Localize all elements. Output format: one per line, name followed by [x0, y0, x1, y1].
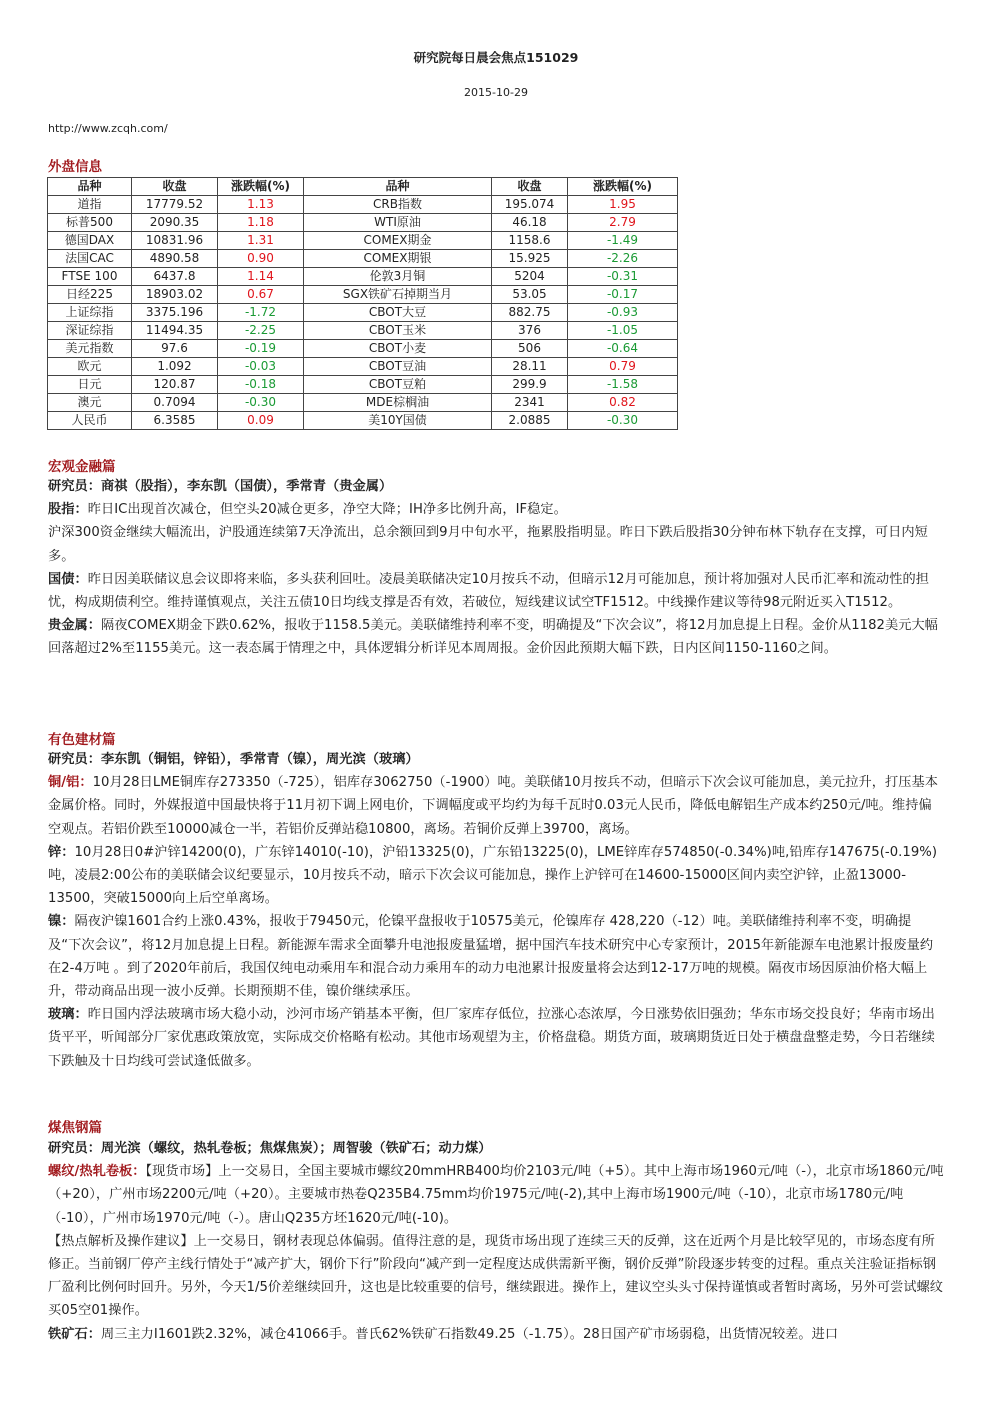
table-row	[48, 250, 678, 268]
table-cell: 伦敦3月铜	[304, 268, 492, 286]
table-cell: -1.58	[568, 376, 678, 394]
column-header: 涨跌幅(%)	[218, 178, 304, 196]
section-heading-macro: 宏观金融篇	[48, 459, 116, 475]
table-row	[48, 394, 678, 412]
table-cell: -0.19	[218, 340, 304, 358]
table-cell: 18903.02	[132, 286, 218, 304]
table-cell: 195.074	[492, 196, 568, 214]
paragraph	[48, 498, 944, 521]
table-row	[48, 268, 678, 286]
table-row	[48, 286, 678, 304]
table-cell: 15.925	[492, 250, 568, 268]
table-cell: 1.95	[568, 196, 678, 214]
paragraph-text: 昨日IC出现首次减仓，但空头20减仓更多，净空大降；IH净多比例升高，IF稳定。	[87, 502, 567, 518]
paragraph	[48, 910, 944, 1003]
table-cell: 2.79	[568, 214, 678, 232]
section-heading-foreign: 外盘信息	[48, 159, 102, 175]
table-cell: 0.7094	[132, 394, 218, 412]
table-cell: -0.18	[218, 376, 304, 394]
table-row	[48, 196, 678, 214]
table-cell: 0.79	[568, 358, 678, 376]
market-table	[47, 177, 678, 430]
column-header: 收盘	[132, 178, 218, 196]
table-cell: SGX铁矿石掉期当月	[304, 286, 492, 304]
researchers-line: 研究员：商祺（股指），李东凯（国债），季常青（贵金属）	[48, 479, 393, 494]
table-cell: 376	[492, 322, 568, 340]
table-cell: 120.87	[132, 376, 218, 394]
paragraph	[48, 1003, 944, 1073]
table-cell: COMEX期金	[304, 232, 492, 250]
table-cell: 53.05	[492, 286, 568, 304]
table-cell: CBOT小麦	[304, 340, 492, 358]
table-body	[48, 196, 678, 430]
table-row	[48, 358, 678, 376]
table-cell: 5204	[492, 268, 568, 286]
column-header: 涨跌幅(%)	[568, 178, 678, 196]
paragraph	[48, 771, 944, 841]
table-cell: 标普500	[48, 214, 132, 232]
paragraph	[48, 841, 944, 911]
section-heading-coal: 煤焦钢篇	[48, 1120, 102, 1136]
table-cell: 欧元	[48, 358, 132, 376]
table-cell: 97.6	[132, 340, 218, 358]
table-cell: 0.90	[218, 250, 304, 268]
paragraph: 【热点解析及操作建议】上一交易日，钢材表现总体偏弱。值得注意的是，现货市场出现了连续三天的反弹，这在近两个月是比较罕见的，市场态度有所修正。当前钢厂停产主线行情处于“减产扩大，钢价下行”阶段向“减产到一定程度达成供需新平衡，钢价反弹”阶段逐步转变的过程。重点关注验证指标钢厂盈利比例何时回升。另外，今天1/5价差继续回升，这也是比较重要的信号，继续跟进。操作上，建议空头头寸保持谨慎或者暂时离场，另外可尝试螺纹买05空01操作。	[48, 1233, 944, 1319]
table-cell: -0.03	[218, 358, 304, 376]
table-cell: -1.05	[568, 322, 678, 340]
table-cell: 深证综指	[48, 322, 132, 340]
table-cell: 1.092	[132, 358, 218, 376]
paragraph	[48, 614, 944, 660]
table-cell: 10831.96	[132, 232, 218, 250]
column-header: 收盘	[492, 178, 568, 196]
paragraph-label: 国债：	[48, 571, 88, 587]
table-cell: 美10Y国债	[304, 412, 492, 430]
table-cell: -2.26	[568, 250, 678, 268]
table-cell: 0.67	[218, 286, 304, 304]
table-cell: 17779.52	[132, 196, 218, 214]
paragraph	[48, 568, 944, 614]
table-cell: 美元指数	[48, 340, 132, 358]
table-cell: MDE棕榈油	[304, 394, 492, 412]
table-cell: -0.64	[568, 340, 678, 358]
table-cell: FTSE 100	[48, 268, 132, 286]
table-row	[48, 304, 678, 322]
paragraph-label: 铁矿石：	[48, 1326, 101, 1342]
table-cell: 28.11	[492, 358, 568, 376]
table-cell: 0.09	[218, 412, 304, 430]
column-header: 品种	[304, 178, 492, 196]
table-cell: CRB指数	[304, 196, 492, 214]
paragraph-label: 玻璃：	[48, 1007, 88, 1023]
source-link[interactable]: http://www.zcqh.com/	[48, 122, 168, 135]
table-row	[48, 412, 678, 430]
table-cell: -0.93	[568, 304, 678, 322]
table-cell: CBOT豆粕	[304, 376, 492, 394]
table-cell: 澳元	[48, 394, 132, 412]
paragraph-text: 隔夜COMEX期金下跌0.62%，报收于1158.5美元。美联储维持利率不变，明确提及“下次会议”，将12月加息提上日程。金价从1182美元大幅回落超过2%至1155美元。这一表态属于情理之中，具体逻辑分析详见本周周报。金价因此预期大幅下跌，日内区间1150-1160之间。	[48, 618, 938, 657]
table-cell: 2.0885	[492, 412, 568, 430]
table-header-row	[48, 178, 678, 196]
table-cell: 6.3585	[132, 412, 218, 430]
paragraph-text: 周三主力I1601跌2.32%，减仓41066手。普氏62%铁矿石指数49.25（-1.75）。28日国产矿市场弱稳，出货情况较差。进口	[100, 1326, 839, 1342]
table-cell: -2.25	[218, 322, 304, 340]
paragraph: 沪深300资金继续大幅流出，沪股通连续第7天净流出，总余额回到9月中旬水平，拖累股指明显。昨日下跌后股指30分钟布林下轨存在支撑，可日内短多。	[48, 525, 928, 564]
table-cell: 506	[492, 340, 568, 358]
table-cell: -1.49	[568, 232, 678, 250]
coal-section-body	[48, 1137, 944, 1346]
table-cell: 道指	[48, 196, 132, 214]
table-cell: -0.31	[568, 268, 678, 286]
paragraph-label: 镍：	[48, 914, 75, 930]
paragraph-text: 昨日国内浮法玻璃市场大稳小动，沙河市场产销基本平衡，但厂家库存低位，拉涨心态浓厚，今日涨势依旧强劲；华东市场交投良好；华南市场出货平平，听闻部分厂家优惠政策放宽，实际成交价格略有松动。其他市场观望为主，价格盘稳。期货方面，玻璃期货近日处于横盘盘整走势，今日若继续下跌触及十日均线可尝试逢低做多。	[48, 1007, 935, 1069]
table-cell: 2341	[492, 394, 568, 412]
table-cell: 1.14	[218, 268, 304, 286]
paragraph-label: 锌：	[48, 844, 75, 860]
paragraph-label: 铜/铝：	[48, 775, 93, 791]
table-cell: 299.9	[492, 376, 568, 394]
table-cell: 日经225	[48, 286, 132, 304]
table-cell: 人民币	[48, 412, 132, 430]
table-cell: -0.30	[218, 394, 304, 412]
table-row	[48, 376, 678, 394]
table-cell: CBOT豆油	[304, 358, 492, 376]
report-date: 2015-10-29	[464, 86, 528, 99]
paragraph-label: 螺纹/热轧卷板：	[48, 1164, 146, 1180]
paragraph-label: 贵金属：	[48, 618, 101, 634]
table-cell: 2090.35	[132, 214, 218, 232]
table-cell: 德国DAX	[48, 232, 132, 250]
table-cell: -0.30	[568, 412, 678, 430]
metals-section-body	[48, 748, 944, 1073]
table-cell: CBOT大豆	[304, 304, 492, 322]
table-cell: 1.18	[218, 214, 304, 232]
paragraph-text: 昨日因美联储议息会议即将来临，多头获利回吐。凌晨美联储决定10月按兵不动，但暗示12月可能加息，预计将加强对人民币汇率和流动性的担忧，构成期债利空。维持谨慎观点，关注五债10日均线支撑是否有效，若破位，短线建议试空TF1512。中线操作建议等待98元附近买入T1512。	[48, 571, 929, 611]
section-heading-metals: 有色建材篇	[48, 732, 116, 748]
table-cell: -0.17	[568, 286, 678, 304]
table-cell: CBOT玉米	[304, 322, 492, 340]
table-cell: COMEX期银	[304, 250, 492, 268]
table-cell: 1158.6	[492, 232, 568, 250]
table-cell: -1.72	[218, 304, 304, 322]
table-row	[48, 214, 678, 232]
table-cell: 0.82	[568, 394, 678, 412]
paragraph	[48, 1160, 944, 1230]
table-cell: 4890.58	[132, 250, 218, 268]
table-cell: 6437.8	[132, 268, 218, 286]
paragraph-text: 10月28日0#沪锌14200(0)，广东锌14010(-10)，沪铅13325(0)，广东铅13225(0)，LME锌库存574850(-0.34%)吨,铅库存147675(-0.19%)吨，凌晨2:00公布的美联储会议纪要显示，10月按兵不动，暗示下次会议可能加息，操作上沪锌可在14600-15000区间内卖空沪锌，止盈13000-13500，突破15000向上后空单离场。	[48, 844, 938, 907]
table-cell: 上证综指	[48, 304, 132, 322]
table-cell: 46.18	[492, 214, 568, 232]
researchers-line: 研究员：李东凯（铜铝，锌铅），季常青（镍），周光滨（玻璃）	[48, 752, 419, 767]
page-title: 研究院每日晨会焦点151029	[413, 50, 579, 65]
table-cell: 882.75	[492, 304, 568, 322]
table-row	[48, 232, 678, 250]
table-cell: 3375.196	[132, 304, 218, 322]
table-cell: 法国CAC	[48, 250, 132, 268]
paragraph-text: 10月28日LME铜库存273350（-725），铝库存3062750（-1900）吨。美联储10月按兵不动，但暗示下次会议可能加息，美元拉升，打压基本金属价格。同时，外媒报道中国最快将于11月初下调上网电价，下调幅度或平均约为每千瓦时0.03元人民币，降低电解铝生产成本约250元/吨。维持偏空观点。若铝价跌至10000减仓一半，若铝价反弹站稳10800，离场。若铜价反弹上39700，离场。	[48, 775, 938, 837]
paragraph-text: 【现货市场】上一交易日，全国主要城市螺纹20mmHRB400均价2103元/吨（+5）。其中上海市场1960元/吨（-），北京市场1860元/吨（+20），广州市场2200元/吨（+20）。主要城市热卷Q235B4.75mm均价1975元/吨(-2),其中上海市场1900元/吨（-10），北京市场1780元/吨（-10），广州市场1970元/吨（-）。唐山Q235方坯1620元/吨(-10)。	[48, 1164, 944, 1226]
researchers-line: 研究员：周光滨（螺纹，热轧卷板；焦煤焦炭）；周智骏（铁矿石；动力煤）	[48, 1141, 492, 1156]
paragraph-text: 隔夜沪镍1601合约上涨0.43%，报收于79450元，伦镍平盘报收于10575美元，伦镍库存 428,220（-12）吨。美联储维持利率不变，明确提及“下次会议”，将12月加息提上日程。新能源车需求全面攀升电池报废量猛增，据中国汽车技术研究中心专家预计，2015年新能源车电池累计报废量约在2-4万吨 。到了2020年前后，我国仅纯电动乘用车和混合动力乘用车的动力电池累计报废量将会达到12-17万吨的规模。隔夜市场因原油价格大幅上升，带动商品出现一波小反弹。长期预期不佳，镍价继续承压。	[48, 914, 934, 1000]
macro-section-body	[48, 475, 944, 661]
table-row	[48, 340, 678, 358]
table-cell: 1.13	[218, 196, 304, 214]
table-cell: 1.31	[218, 232, 304, 250]
paragraph	[48, 1323, 944, 1346]
table-cell: 日元	[48, 376, 132, 394]
paragraph-label: 股指：	[48, 502, 88, 518]
column-header: 品种	[48, 178, 132, 196]
table-row	[48, 322, 678, 340]
table-cell: WTI原油	[304, 214, 492, 232]
table-cell: 11494.35	[132, 322, 218, 340]
